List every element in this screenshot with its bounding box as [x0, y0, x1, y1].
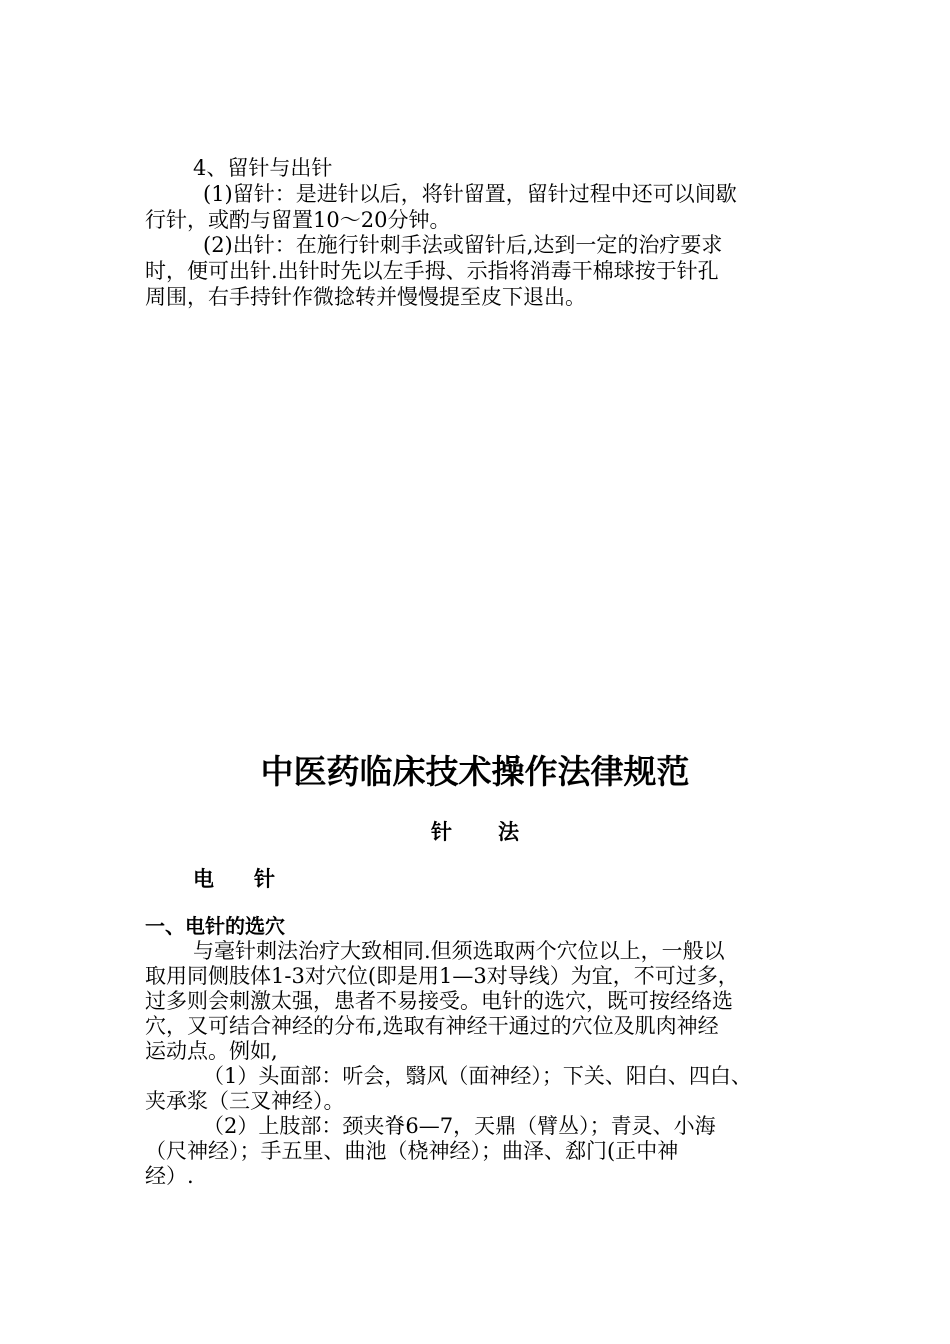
subtitle-left-char: 针: [431, 820, 452, 844]
body-line-7: 夹承浆（三叉神经）。: [145, 1089, 345, 1113]
subtitle-right-char: 法: [498, 820, 519, 844]
body-line-5: 运动点。例如,: [145, 1039, 278, 1063]
subtitle: [0, 819, 950, 845]
document-title: 中医药临床技术操作法律规范: [260, 752, 690, 791]
section-title-electroacupuncture: [193, 866, 275, 892]
body-line-3: 过多则会刺激太强，患者不易接受。电针的选穴，既可按经络选: [145, 989, 733, 1013]
section-heading-needle-retention: 4、留针与出针: [193, 156, 333, 180]
body-line-6: （1）头面部：听会，翳风（面神经）；下关、阳白、四白、: [203, 1064, 752, 1088]
body-line-1: 与毫针刺法治疗大致相同.但须选取两个穴位以上，一般以: [193, 939, 725, 963]
body-line-8: （2）上肢部：颈夹脊6—7，天鼎（臂丛）；青灵、小海: [203, 1114, 716, 1138]
paragraph-retention-line-1: (1)留针：是进针以后，将针留置，留针过程中还可以间歇: [203, 182, 737, 206]
body-line-2: 取用同侧肢体1-3对穴位(即是用1—3对导线）为宜，不可过多，: [145, 964, 739, 988]
paragraph-withdrawal-line-2: 时，便可出针.出针时先以左手拇、示指将消毒干棉球按于针孔: [145, 259, 719, 283]
section-heading-point-selection: 一、电针的选穴: [145, 914, 285, 938]
body-line-4: 穴，又可结合神经的分布,选取有神经干通过的穴位及肌肉神经: [145, 1014, 719, 1038]
section-title-right-char: 针: [254, 867, 275, 891]
paragraph-retention-line-2: 行针，或酌与留置10～20分钟。: [145, 208, 451, 232]
paragraph-withdrawal-line-3: 周围，右手持针作微捻转并慢慢提至皮下退出。: [145, 285, 586, 309]
body-line-10: 经）.: [145, 1164, 194, 1188]
body-line-9: （尺神经）；手五里、曲池（桡神经）；曲泽、郄门(正中神: [145, 1139, 679, 1163]
section-title-left-char: 电: [193, 867, 214, 891]
paragraph-withdrawal-line-1: (2)出针：在施行针刺手法或留针后,达到一定的治疗要求: [203, 233, 723, 257]
